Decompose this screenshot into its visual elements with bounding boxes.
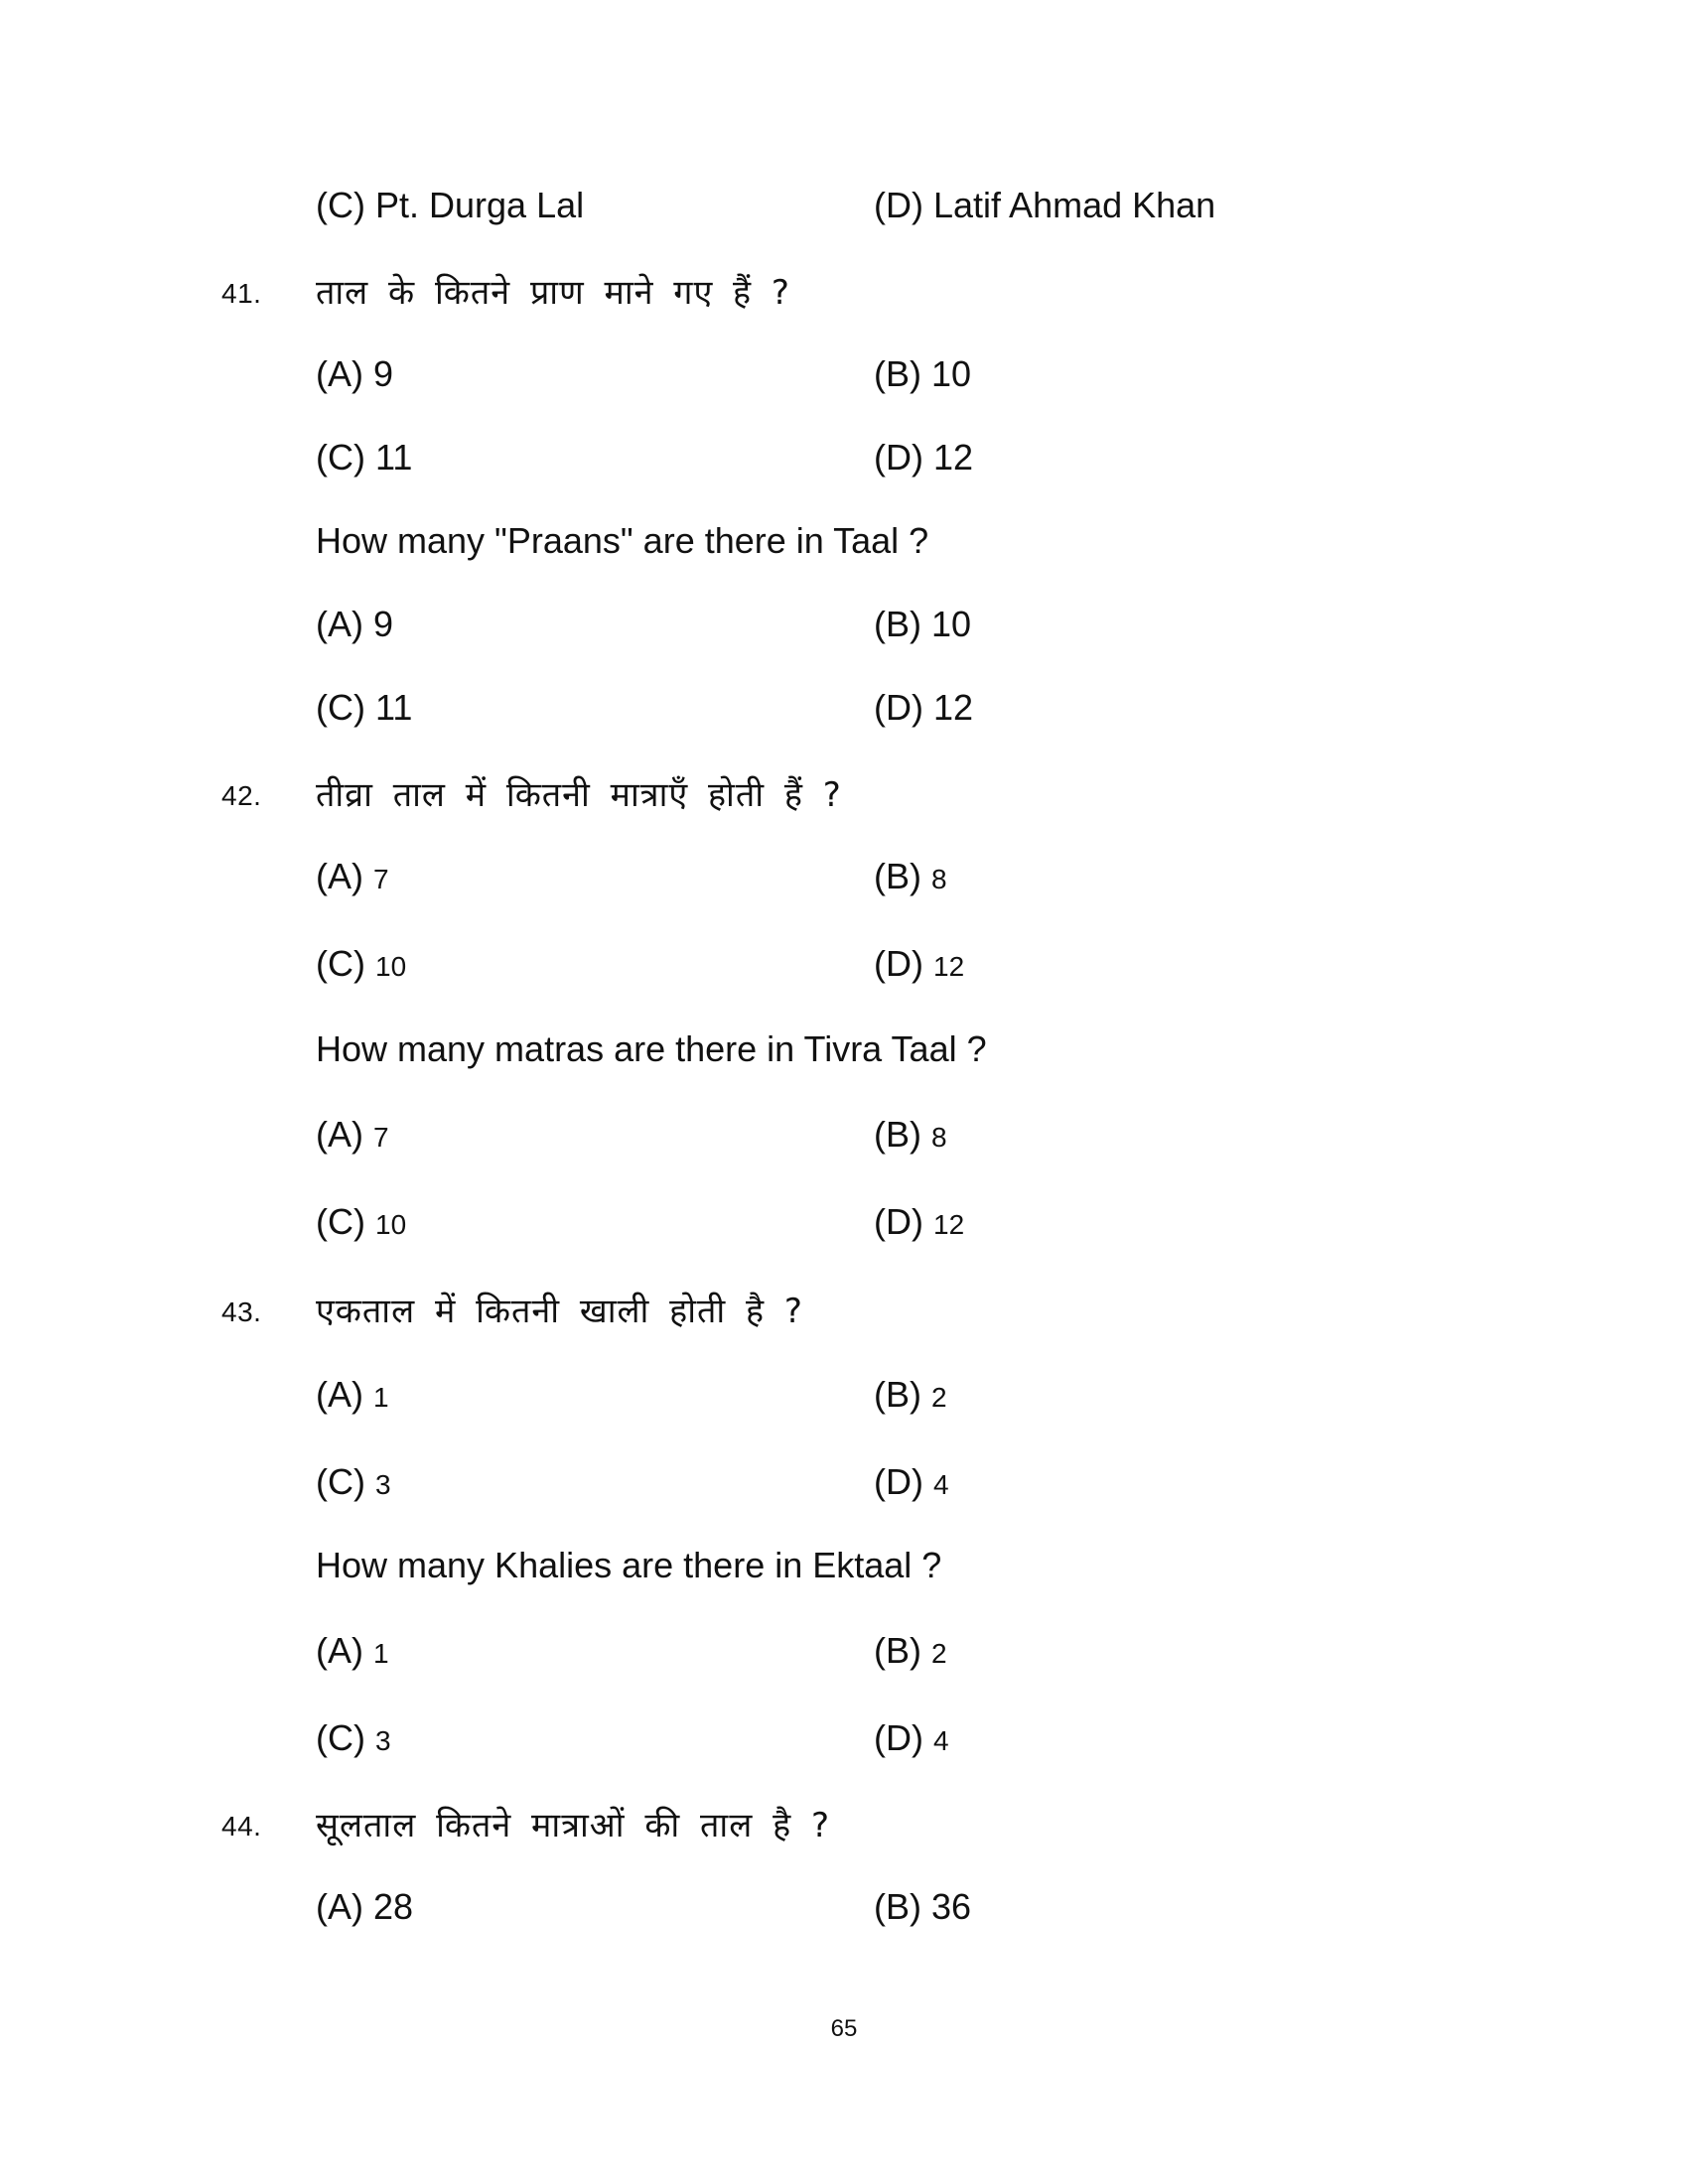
option-b: (B) 8: [874, 1114, 947, 1155]
option-a: (A) 1: [316, 1630, 389, 1671]
question-number: 44.: [221, 1811, 262, 1842]
option-c: (C) 11: [316, 687, 413, 728]
question-text-english: How many matras are there in Tivra Taal ?: [316, 1028, 987, 1069]
option-b: (B) 2: [874, 1374, 947, 1415]
q41-hindi-question: [0, 268, 1688, 324]
option-d: (D) 4: [874, 1717, 949, 1758]
q42-english-options-ab: [0, 1114, 1688, 1169]
q41-hindi-options-ab: [0, 353, 1688, 409]
q42-english-options-cd: [0, 1201, 1688, 1257]
option-c: (C) 3: [316, 1717, 391, 1758]
option-d: (D) 12: [874, 1201, 965, 1242]
q41-english-options-ab: [0, 604, 1688, 659]
page-number: 65: [830, 2015, 858, 2042]
option-d: (D) Latif Ahmad Khan: [874, 185, 1216, 225]
q42-hindi-question: [0, 770, 1688, 826]
q43-hindi-options-cd: [0, 1461, 1688, 1517]
option-a: (A) 7: [316, 856, 389, 896]
question-text-hindi: तीव्रा ताल में कितनी मात्राएँ होती हैं ?: [316, 775, 842, 815]
question-text-hindi: एकताल में कितनी खाली होती है ?: [316, 1292, 803, 1331]
q44-hindi-question: [0, 1801, 1688, 1856]
option-d: (D) 12: [874, 437, 974, 478]
question-number: 43.: [221, 1297, 262, 1327]
q43-english-options-cd: [0, 1717, 1688, 1773]
q44-hindi-options-ab: [0, 1886, 1688, 1942]
q41-hindi-options-cd: [0, 437, 1688, 492]
option-b: (B) 8: [874, 856, 947, 896]
question-text-english: How many "Praans" are there in Taal ?: [316, 520, 929, 561]
option-b: (B) 10: [874, 353, 972, 394]
q40-options-cd: [0, 185, 1688, 240]
question-text-english: How many Khalies are there in Ektaal ?: [316, 1545, 942, 1585]
option-c: (C) 3: [316, 1461, 391, 1502]
q43-hindi-options-ab: [0, 1374, 1688, 1430]
option-b: (B) 10: [874, 604, 972, 644]
option-b: (B) 2: [874, 1630, 947, 1671]
q43-english-question: [0, 1545, 1688, 1600]
q42-hindi-options-ab: [0, 856, 1688, 911]
q42-english-question: [0, 1028, 1688, 1084]
option-a: (A) 9: [316, 604, 394, 644]
option-b: (B) 36: [874, 1886, 972, 1927]
option-c: (C) 10: [316, 1201, 407, 1242]
q42-hindi-options-cd: [0, 943, 1688, 999]
option-a: (A) 1: [316, 1374, 389, 1415]
option-d: (D) 4: [874, 1461, 949, 1502]
q41-english-question: [0, 520, 1688, 576]
option-c: (C) 10: [316, 943, 407, 984]
question-text-hindi: सूलताल कितने मात्राओं की ताल है ?: [316, 1806, 831, 1845]
option-c: (C) Pt. Durga Lal: [316, 185, 585, 225]
option-c: (C) 11: [316, 437, 413, 478]
option-a: (A) 7: [316, 1114, 389, 1155]
option-a: (A) 9: [316, 353, 394, 394]
q43-english-options-ab: [0, 1630, 1688, 1686]
option-a: (A) 28: [316, 1886, 414, 1927]
question-text-hindi: ताल के कितने प्राण माने गए हैं ?: [316, 273, 790, 313]
question-number: 41.: [221, 278, 262, 309]
q41-english-options-cd: [0, 687, 1688, 743]
option-d: (D) 12: [874, 687, 974, 728]
option-d: (D) 12: [874, 943, 965, 984]
q43-hindi-question: [0, 1287, 1688, 1342]
question-number: 42.: [221, 780, 262, 811]
